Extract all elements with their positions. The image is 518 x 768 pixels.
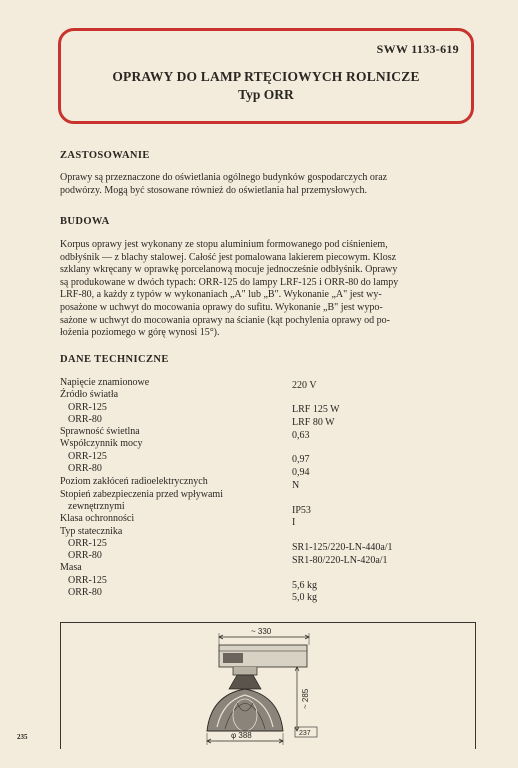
spec-label: zewnętrznymi bbox=[68, 501, 125, 512]
text-line: LRF-80, a każdy z typów w wykonaniach „A" lub „B". Wykonanie „A" jest wy- bbox=[60, 289, 382, 301]
text-line: łożenia poziomego w górę wynosi 15°). bbox=[60, 327, 220, 339]
dimension-top-label: ~ 330 bbox=[251, 627, 272, 636]
dimension-bottom-label: φ 388 bbox=[231, 731, 252, 740]
spec-value: LRF 80 W bbox=[292, 417, 335, 428]
figure-frame bbox=[60, 622, 476, 749]
document-subtitle: Typ ORR bbox=[238, 87, 294, 102]
spec-value: 5,6 kg bbox=[292, 580, 317, 591]
header-box bbox=[58, 28, 474, 124]
text-line: odbłyśnik — z blachy stalowej. Całość jest pomalowana lakierem piecowym. Klosz bbox=[60, 251, 397, 263]
section-heading-zastosowanie: ZASTOSOWANIE bbox=[60, 150, 150, 161]
spec-label: ORR-80 bbox=[68, 463, 102, 474]
document-code: SWW 1133-619 bbox=[376, 42, 459, 56]
spec-label: ORR-125 bbox=[68, 402, 107, 413]
spec-label: Źródło światła bbox=[60, 389, 119, 400]
spec-label: ORR-80 bbox=[68, 550, 102, 561]
spec-label: Sprawność świetlna bbox=[60, 426, 140, 437]
spec-label: Poziom zakłóceń radioelektrycznych bbox=[60, 476, 208, 487]
spec-label: ORR-125 bbox=[68, 538, 107, 549]
spec-value: 220 V bbox=[292, 380, 317, 391]
spec-value: 0,97 bbox=[292, 454, 310, 465]
text-line: podwórzy. Mogą być stosowane również do oświetlania hal przemysłowych. bbox=[60, 184, 368, 196]
text-line: Oprawy są przeznaczone do oświetlania ogólnego budynków gospodarczych oraz bbox=[60, 172, 388, 183]
spec-label: ORR-80 bbox=[68, 587, 102, 598]
spec-label: Masa bbox=[60, 562, 82, 573]
spec-value: N bbox=[292, 480, 300, 491]
spec-value: SR1-125/220-LN-440a/1 bbox=[292, 542, 393, 553]
text-line: Korpus oprawy jest wykonany ze stopu aluminium formowanego pod ciśnieniem, bbox=[60, 239, 388, 250]
spec-label: ORR-125 bbox=[68, 451, 107, 462]
spec-value: 0,63 bbox=[292, 430, 310, 441]
spec-value: 5,0 kg bbox=[292, 592, 317, 603]
text-line: są produkowane w dwóch typach: ORR-125 do lampy LRF-125 i ORR-80 do lampy bbox=[60, 276, 399, 288]
document-title: OPRAWY DO LAMP RTĘCIOWYCH ROLNICZE bbox=[112, 69, 420, 84]
section-heading-budowa: BUDOWA bbox=[60, 216, 110, 227]
luminaire-drawing bbox=[61, 623, 475, 749]
section-heading-dane-techniczne: DANE TECHNICZNE bbox=[60, 354, 169, 365]
text-line: posażone w uchwyt do mocowania oprawy do sufitu. Wykonanie „B" jest wypo- bbox=[60, 301, 383, 313]
spec-label: Stopień zabezpieczenia przed wpływami bbox=[60, 489, 223, 500]
spec-label: Typ statecznika bbox=[60, 526, 123, 537]
paragraph-budowa bbox=[60, 239, 474, 340]
spec-value: I bbox=[292, 517, 296, 528]
spec-label: ORR-125 bbox=[68, 575, 107, 586]
spec-value: SR1-80/220-LN-420a/1 bbox=[292, 555, 388, 566]
spec-value: 0,94 bbox=[292, 467, 310, 478]
spec-label: Napięcie znamionowe bbox=[60, 377, 150, 388]
spec-value: IP53 bbox=[292, 505, 311, 516]
spec-value: LRF 125 W bbox=[292, 404, 340, 415]
dimension-side-label: ~ 285 bbox=[301, 688, 310, 709]
paragraph-zastosowanie bbox=[60, 172, 474, 197]
spec-label: ORR-80 bbox=[68, 414, 102, 425]
page-number: 235 bbox=[17, 733, 28, 741]
drawing-reference-label: 237 bbox=[299, 730, 311, 737]
text-line: sażone w uchwyt do mocowania oprawy na ścianie (kąt pochylenia oprawy od po- bbox=[60, 314, 390, 326]
text-line: szklany wkręcany w oprawkę porcelanową mocuje jednocześnie odbłyśnik. Oprawy bbox=[60, 264, 398, 276]
spec-label: Klasa ochronności bbox=[60, 513, 135, 524]
spec-label: Współczynnik mocy bbox=[60, 438, 143, 449]
